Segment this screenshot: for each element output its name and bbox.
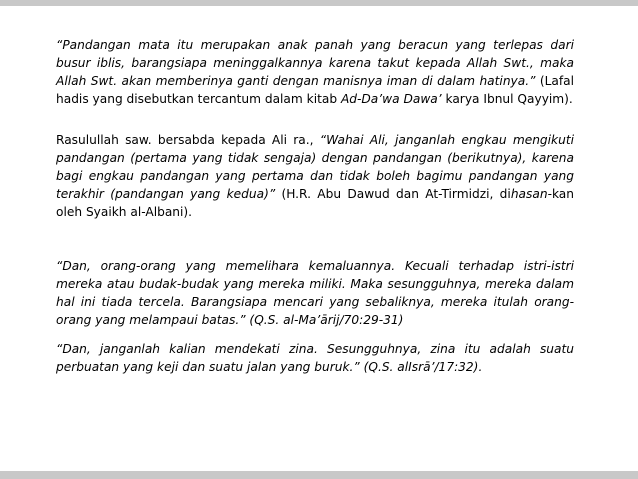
hadith-reference-2: (H.R. Abu Dawud dan At-Tirmidzi, di bbox=[275, 187, 511, 201]
source-note-1: (Lafal hadis yang disebutkan tercantum dalam kitab bbox=[56, 74, 574, 106]
top-decorative-bar bbox=[0, 0, 638, 6]
source-note-1-end: karya Ibnul Qayyim). bbox=[441, 92, 573, 106]
quran-quote-2: “Dan, janganlah kalian mendekati zina. Sesungguhnya, zina itu adalah suatu perbuatan yang keji dan suatu jalan yang buruk.” (Q.S. alIsrā’/17:32). bbox=[56, 342, 574, 374]
hadith-quote-2: “Wahai Ali, janganlah engkau mengikuti pandangan (pertama yang tidak sengaja) dengan pandangan (berikutnya), karena bagi engkau pandangan yang pertama dan tidak boleh bagimu pandangan yang terakhir (pandangan yang kedua)” bbox=[56, 133, 574, 201]
quran-verse-2 bbox=[56, 340, 574, 376]
hadith-quote-1: “Pandangan mata itu merupakan anak panah yang beracun yang terlepas dari busur iblis, barangsiapa meninggalkannya karena takut kepada Allah Swt., maka Allah Swt. akan memberinya ganti dengan manisnya iman di dalam hatinya.” bbox=[56, 38, 574, 88]
hadith-reference-2-end: -kan oleh Syaikh al-Albani). bbox=[56, 187, 574, 219]
bottom-decorative-bar bbox=[0, 471, 638, 479]
quran-verse-1 bbox=[56, 257, 574, 329]
hadith-grade: hasan bbox=[510, 187, 548, 201]
hadith-intro-2: Rasulullah saw. bersabda kepada Ali ra., bbox=[56, 133, 320, 147]
hadith-paragraph-1 bbox=[56, 36, 574, 108]
book-title: Ad-Da’wa Dawa’ bbox=[340, 92, 442, 106]
hadith-paragraph-2 bbox=[56, 131, 574, 221]
quran-quote-1: “Dan, orang-orang yang memelihara kemaluannya. Kecuali terhadap istri-istri mereka atau budak-budak yang mereka miliki. Maka sesungguhnya, mereka dalam hal ini tiada tercela. Barangsiapa mencari yang sebaliknya, mereka itulah orang-orang yang melampaui batas.” (Q.S. al-Ma’ārij/70:29-31) bbox=[56, 259, 574, 327]
